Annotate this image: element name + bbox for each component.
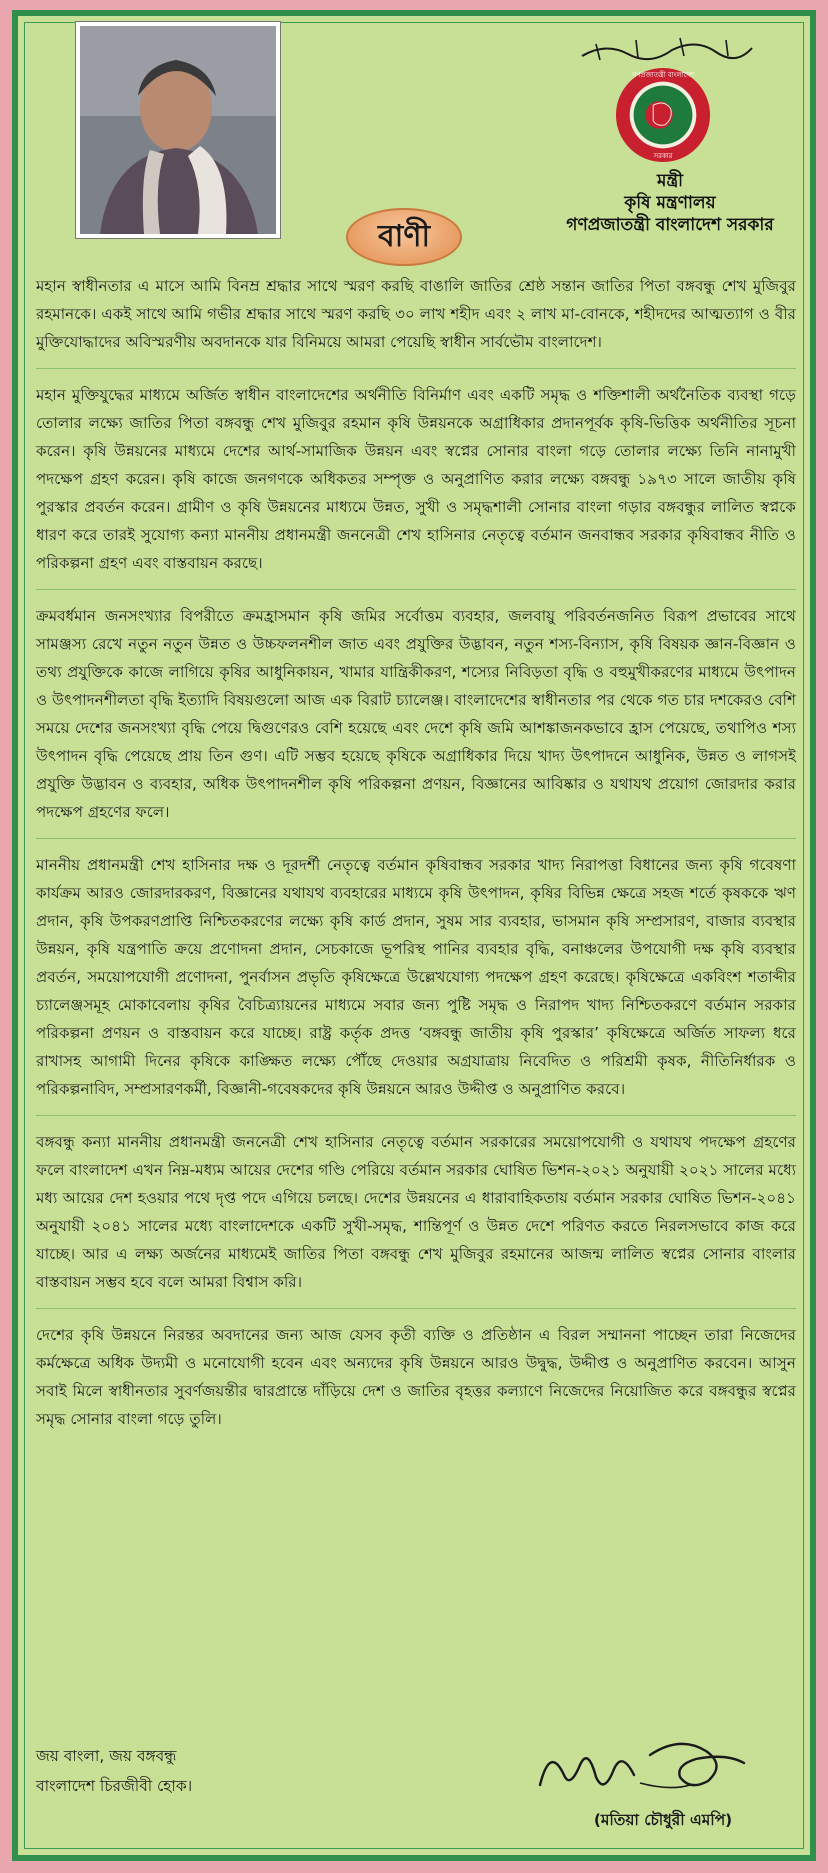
- signature-text: মতিয়া চৌধুরী: [642, 1803, 648, 1804]
- paragraph: দেশের কৃষি উন্নয়নে নিরন্তর অবদানের জন্য আজ যেসব কৃতী ব্যক্তি ও প্রতিষ্ঠান এ বিরল সম্মাননা পাচ্ছেন তারা নিজেদের কর্মক্ষেত্রে অধিক উদ্যমী ও মনোযোগী হবেন এবং অন্যদের কৃষি উন্নয়নে আরও উদ্বুদ্ধ, উদ্দীপ্ত ও অনুপ্রাণিত করবেন। আসুন সবাই মিলে স্বাধীনতার সুবর্ণজয়ন্তীর দ্বারপ্রান্তে দাঁড়িয়ে দেশ ও জাতির বৃহত্তর কল্যাণে নিজেদের নিয়োজিত করে বঙ্গবন্ধুর স্বপ্নের সমৃদ্ধ সোনার বাংলা গড়ে তুলি।: [36, 1326, 796, 1428]
- paragraph: মহান মুক্তিযুদ্ধের মাধ্যমে অর্জিত স্বাধীন বাংলাদেশের অর্থনীতি বিনির্মাণ এবং একটি সমৃদ্ধ ও শক্তিশালী অর্থনৈতিক ব্যবস্থা গড়ে তোলার লক্ষ্যে জাতির পিতা বঙ্গবন্ধু শেখ মুজিবুর রহমান কৃষি উন্নয়নকে অগ্রাধিকার প্রদানপূর্বক কৃষি-ভিত্তিক অর্থনীতির সূচনা করেন। কৃষি উন্নয়নের মাধ্যমে দেশের আর্থ-সামাজিক উন্নয়ন এবং স্বপ্নের সোনার বাংলা গড়ে তোলার লক্ষ্যে তিনি নানামুখী পদক্ষেপ গ্রহণ করেন। কৃষি কাজে জনগণকে অধিকতর সম্পৃক্ত ও অনুপ্রাণিত করার লক্ষ্যে বঙ্গবন্ধু ১৯৭৩ সালে জাতীয় কৃষি পুরস্কার প্রবর্তন করেন। গ্রামীণ ও কৃষি উন্নয়নের মাধ্যমে উন্নত, সুখী ও সমৃদ্ধশালী সোনার বাংলা গড়ার বঙ্গবন্ধুর লালিত স্বপ্নকে ধারণ করে তারই সুযোগ্য কন্যা মাননীয় প্রধানমন্ত্রী জননেত্রী শেখ হাসিনার নেতৃত্বে বর্তমান জনবান্ধব সরকার কৃষিবান্ধব নীতি ও পরিকল্পনা গ্রহণ এবং বাস্তবায়ন করছে।: [36, 386, 796, 572]
- bismillah-calligraphy: [576, 30, 756, 66]
- portrait-photo: [76, 22, 280, 238]
- message-body: [36, 272, 796, 1445]
- seal-text-top: গণপ্রজাতন্ত্রী বাংলাদেশ: [631, 70, 695, 79]
- ministry-name: কৃষি মন্ত্রণালয়: [624, 193, 716, 213]
- divider: [36, 1115, 796, 1116]
- handwritten-signature: [530, 1725, 760, 1805]
- paragraph: বঙ্গবন্ধু কন্যা মাননীয় প্রধানমন্ত্রী জননেত্রী শেখ হাসিনার নেতৃত্বে বর্তমান সরকারের সময়োপযোগী ও যথাযথ পদক্ষেপ গ্রহণের ফলে বাংলাদেশ এখন নিম্ন-মধ্যম আয়ের দেশের গণ্ডি পেরিয়ে বর্তমান সরকার ঘোষিত ভিশন-২০২১ অনুযায়ী ২০২১ সালের মধ্যে মধ্য আয়ের দেশ হওয়ার পথে দৃপ্ত পদে এগিয়ে চলছে। দেশের উন্নয়নের এ ধারাবাহিকতায় বর্তমান সরকার ঘোষিত ভিশন-২০৪১ অনুযায়ী ২০৪১ সালের মধ্যে বাংলাদেশকে একটি সুখী-সমৃদ্ধ, শান্তিপূর্ণ ও উন্নত দেশে পরিণত করতে নিরলসভাবে কাজ করে যাচ্ছে। আর এ লক্ষ্য অর্জনের মাধ্যমেই জাতির পিতা বঙ্গবন্ধু শেখ মুজিবুর রহমানের আজন্ম লালিত স্বপ্নের সোনার বাংলার বাস্তবায়ন সম্ভব হবে বলে আমরা বিশ্বাস করি।: [36, 1133, 796, 1291]
- minister-title-block: [520, 170, 820, 236]
- closing-line-2: বাংলাদেশ চিরজীবী হোক।: [36, 1777, 193, 1795]
- portrait-illustration: [80, 26, 276, 234]
- seal-text-bottom: সরকার: [653, 152, 673, 161]
- bani-label: বাণী: [377, 218, 431, 254]
- closing-lines: [36, 1741, 396, 1801]
- paragraph: মহান স্বাধীনতার এ মাসে আমি বিনম্র শ্রদ্ধার সাথে স্মরণ করছি বাঙালি জাতির শ্রেষ্ঠ সন্তান জাতির পিতা বঙ্গবন্ধু শেখ মুজিবুর রহমানকে। একই সাথে আমি গভীর শ্রদ্ধার সাথে স্মরণ করছি ৩০ লাখ শহীদ এবং ২ লাখ মা-বোনকে, শহীদদের আত্মত্যাগ ও বীর মুক্তিযোদ্ধাদের অবিস্মরণীয় অবদানকে যার বিনিময়ে আমরা পেয়েছি স্বাধীন সার্বভৌম বাংলাদেশ।: [36, 277, 796, 351]
- signatory-name: (মতিয়া চৌধুরী এমপি): [593, 1811, 733, 1829]
- divider: [36, 368, 796, 369]
- minister-title: মন্ত্রী: [656, 171, 684, 191]
- calligraphy-text: বিসমিল্লাহির রাহমানির রাহিম: [660, 63, 672, 64]
- paragraph: মাননীয় প্রধানমন্ত্রী শেখ হাসিনার দক্ষ ও দূরদর্শী নেতৃত্বে বর্তমান কৃষিবান্ধব সরকার খাদ্য নিরাপত্তা বিধানের জন্য কৃষি গবেষণা কার্যক্রম আরও জোরদারকরণ, বিজ্ঞানের যথাযথ ব্যবহারের মাধ্যমে কৃষি উৎপাদন, কৃষির বিভিন্ন ক্ষেত্রে সহজ শর্তে কৃষককে ঋণ প্রদান, কৃষি উপকরণপ্রাপ্তি নিশ্চিতকরণের লক্ষ্যে কৃষি কার্ড প্রদান, সুষম সার ব্যবহার, ভাসমান কৃষি সম্প্রসারণ, বাজার ব্যবস্থার উন্নয়ন, কৃষি যন্ত্রপাতি ক্রয়ে প্রণোদনা প্রদান, সেচকাজে ভূপরিস্থ পানির ব্যবহার বৃদ্ধি, বনাঞ্চলের উপযোগী দক্ষ কৃষি ব্যবস্থার প্রবর্তন, সময়োপযোগী প্রণোদনা, পুনর্বাসন প্রভৃতি কৃষিক্ষেত্রে উল্লেখযোগ্য পদক্ষেপ গ্রহণ করেছে। কৃষিক্ষেত্রে একবিংশ শতাব্দীর চ্যালেঞ্জসমূহ মোকাবেলায় কৃষির বৈচিত্র্যায়নের মাধ্যমে সবার জন্য পুষ্টি সমৃদ্ধ ও নিরাপদ খাদ্য নিশ্চিতকরণে বর্তমান সরকার পরিকল্পনা প্রণয়ন ও বাস্তবায়ন করে যাচ্ছে। রাষ্ট্র কর্তৃক প্রদত্ত ‘বঙ্গবন্ধু জাতীয় কৃষি পুরস্কার’ কৃষিক্ষেত্রে অর্জিত সাফল্য ধরে রাখাসহ আগামী দিনের কৃষিকে কাঙ্ক্ষিত লক্ষ্যে পৌঁছে দেওয়ার অগ্রযাত্রায় নিবেদিত ও পরিশ্রমী কৃষক, নীতিনির্ধারক ও পরিকল্পনাবিদ, সম্প্রসারণকর্মী, বিজ্ঞানী-গবেষকদের কৃষি উন্নয়নে আরও উদ্দীপ্ত ও অনুপ্রাণিত করবে।: [36, 856, 796, 1098]
- bani-badge: [346, 208, 462, 266]
- government-name: গণপ্রজাতন্ত্রী বাংলাদেশ সরকার: [566, 215, 774, 235]
- government-seal-logo: [614, 66, 712, 164]
- divider: [36, 1308, 796, 1309]
- closing-line-1: জয় বাংলা, জয় বঙ্গবন্ধু: [36, 1747, 177, 1765]
- divider: [36, 589, 796, 590]
- paragraph: ক্রমবর্ধমান জনসংখ্যার বিপরীতে ক্রমহ্রাসমান কৃষি জমির সর্বোত্তম ব্যবহার, জলবায়ু পরিবর্তনজনিত বিরূপ প্রভাবের সাথে সামঞ্জস্য রেখে নতুন নতুন উন্নত ও উচ্চফলনশীল জাত এবং প্রযুক্তির উদ্ভাবন, নতুন শস্য-বিন্যাস, কৃষি বিষয়ক জ্ঞান-বিজ্ঞান ও তথ্য প্রযুক্তিকে কাজে লাগিয়ে কৃষির আধুনিকায়ন, খামার যান্ত্রিকীকরণ, শস্যের নিবিড়তা বৃদ্ধি ও বহুমুখীকরণের মাধ্যমে উৎপাদন ও উৎপাদনশীলতা বৃদ্ধি ইত্যাদি বিষয়গুলো আজ এক বিরাট চ্যালেঞ্জ। বাংলাদেশের স্বাধীনতার পর থেকে গত চার দশকেরও বেশি সময়ে দেশের জনসংখ্যা বৃদ্ধি পেয়ে দ্বিগুণেরও বেশি হয়েছে এবং দেশে কৃষি জমি আশঙ্কাজনকভাবে হ্রাস পেয়েছে, তথাপিও শস্য উৎপাদন বৃদ্ধি পেয়েছে প্রায় তিন গুণ। এটি সম্ভব হয়েছে কৃষিকে অগ্রাধিকার দিয়ে খাদ্য উৎপাদনে আধুনিক, উন্নত ও লাগসই প্রযুক্তি উদ্ভাবন ও ব্যবহার, অধিক উৎপাদনশীল কৃষি পরিকল্পনা প্রণয়ন, বিজ্ঞানের আবিষ্কার ও যথাযথ প্রয়োগ জোরদার করার পদক্ষেপ গ্রহণের ফলে।: [36, 607, 796, 821]
- divider: [36, 838, 796, 839]
